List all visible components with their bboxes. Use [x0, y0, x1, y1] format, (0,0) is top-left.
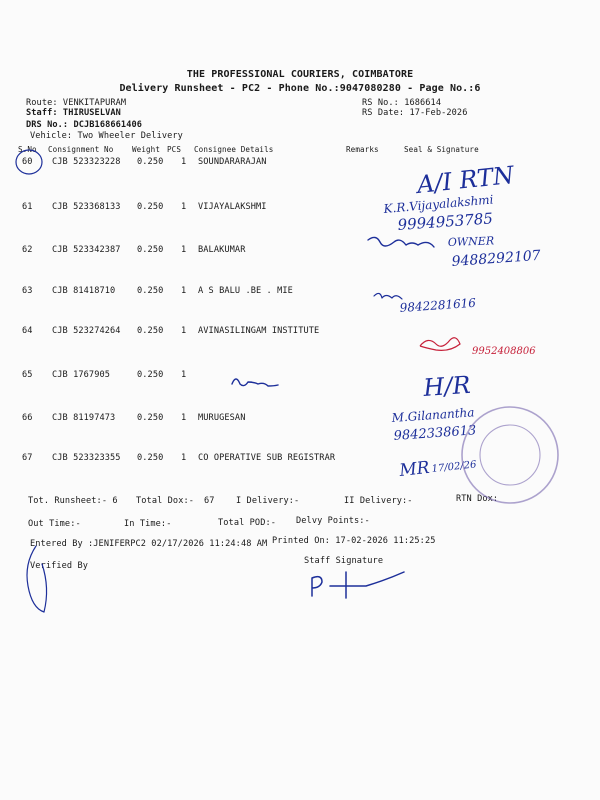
col-consignee: Consignee Details [194, 145, 274, 154]
handwritten-phone: 9842338613 [393, 423, 477, 444]
total-dox-value: 67 [204, 496, 215, 506]
row-weight: 0.250 [137, 453, 164, 463]
col-sno: S.No [18, 145, 37, 154]
row-consignment: CJB 81197473 [52, 413, 116, 423]
row-pcs: 1 [181, 157, 187, 167]
handwritten-phone: 9994953785 [397, 209, 494, 234]
col-consignment: Consignment No [48, 145, 114, 154]
out-time: Out Time:- [28, 519, 81, 529]
row-weight: 0.250 [137, 202, 164, 212]
row-sno: 62 [22, 245, 33, 255]
staff-label: Staff: THIRUSELVAN [26, 108, 121, 118]
staff-signature [312, 572, 404, 598]
row-consignee: VIJAYALAKSHMI [198, 202, 267, 212]
row-weight: 0.250 [137, 286, 164, 296]
rs-date: RS Date: 17-Feb-2026 [362, 108, 468, 118]
row-pcs: 1 [181, 370, 187, 380]
rtn-dox: RTN Dox: [456, 494, 499, 504]
col-pcs: PCS [167, 145, 182, 154]
total-runsheet: Tot. Runsheet:- 6 [28, 496, 118, 506]
ii-delivery: II Delivery:- [344, 496, 413, 506]
row-pcs: 1 [181, 326, 187, 336]
row-sno: 63 [22, 286, 33, 296]
route-label: Route: VENKITAPURAM [26, 98, 127, 108]
col-remarks: Remarks [346, 145, 379, 154]
col-weight: Weight [132, 145, 161, 154]
signature-scribble [374, 293, 402, 299]
printed-on: Printed On: 17-02-2026 11:25:25 [272, 536, 436, 546]
row-pcs: 1 [181, 453, 187, 463]
row-sno: 64 [22, 326, 33, 336]
row-consignee: CO OPERATIVE SUB REGISTRAR [198, 453, 336, 463]
row-sno: 65 [22, 370, 33, 380]
row-consignment: CJB 523368133 [52, 202, 121, 212]
drs-number: DRS No.: DCJB168661406 [26, 120, 143, 130]
row-consignee: SOUNDARARAJAN [198, 157, 267, 167]
signature-scribble [368, 237, 434, 247]
delvy-points: Delvy Points:- [296, 516, 370, 526]
row-weight: 0.250 [137, 326, 164, 336]
row-pcs: 1 [181, 202, 187, 212]
vehicle-label: Vehicle: Two Wheeler Delivery [30, 131, 183, 141]
signature-scribble [232, 379, 278, 386]
total-dox-label: Total Dox:- [136, 496, 195, 506]
row-consignment: CJB 523274264 [52, 326, 121, 336]
handwritten-note: A/I RTN [415, 160, 516, 199]
row-consignment: CJB 1767905 [52, 370, 111, 380]
row-sno: 66 [22, 413, 33, 423]
row-consignee: AVINASILINGAM INSTITUTE [198, 326, 320, 336]
handwritten-phone: 9488292107 [451, 247, 542, 270]
row-weight: 0.250 [137, 245, 164, 255]
row-weight: 0.250 [137, 370, 164, 380]
handwritten-name: K.R.Vijayalakshmi [383, 192, 494, 216]
entered-by: Entered By :JENIFERPC2 02/17/2026 11:24:48 AM [30, 539, 268, 549]
in-time: In Time:- [124, 519, 172, 529]
handwritten-note: MR [398, 457, 431, 481]
office-stamp [462, 407, 558, 503]
signature-scribble [420, 338, 460, 351]
runsheet-title: Delivery Runsheet - PC2 - Phone No.:9047080280 - Page No.:6 [119, 83, 481, 94]
handwritten-date: 17/02/26 [431, 459, 477, 475]
row-pcs: 1 [181, 245, 187, 255]
handwritten-phone: 9842281616 [399, 295, 477, 315]
row-consignee: BALAKUMAR [198, 245, 246, 255]
row-weight: 0.250 [137, 157, 164, 167]
row-weight: 0.250 [137, 413, 164, 423]
row-sno: 67 [22, 453, 33, 463]
row-consignment: CJB 523342387 [52, 245, 121, 255]
row-consignment: CJB 523323228 [52, 157, 121, 167]
rs-number: RS No.: 1686614 [362, 98, 442, 108]
row-pcs: 1 [181, 413, 187, 423]
i-delivery: I Delivery:- [236, 496, 300, 506]
sno-circle-mark [16, 150, 42, 174]
handwritten-name: M.Gilanantha [391, 405, 475, 425]
verified-by: Verified By [30, 561, 89, 571]
row-sno: 61 [22, 202, 33, 212]
row-consignee: A S BALU .BE . MIE [198, 286, 293, 296]
row-pcs: 1 [181, 286, 187, 296]
handwritten-owner: OWNER [447, 234, 495, 249]
row-consignee: MURUGESAN [198, 413, 246, 423]
verified-signature [27, 546, 47, 612]
row-consignment: CJB 523323355 [52, 453, 121, 463]
staff-signature-label: Staff Signature [304, 556, 384, 566]
handwritten-note: H/R [422, 370, 472, 402]
col-seal-signature: Seal & Signature [404, 145, 479, 154]
total-pod: Total POD:- [218, 518, 277, 528]
row-sno: 60 [22, 157, 33, 167]
row-consignment: CJB 81418710 [52, 286, 116, 296]
handwritten-phone: 9952408806 [472, 346, 536, 357]
company-title: THE PROFESSIONAL COURIERS, COIMBATORE [186, 69, 414, 80]
